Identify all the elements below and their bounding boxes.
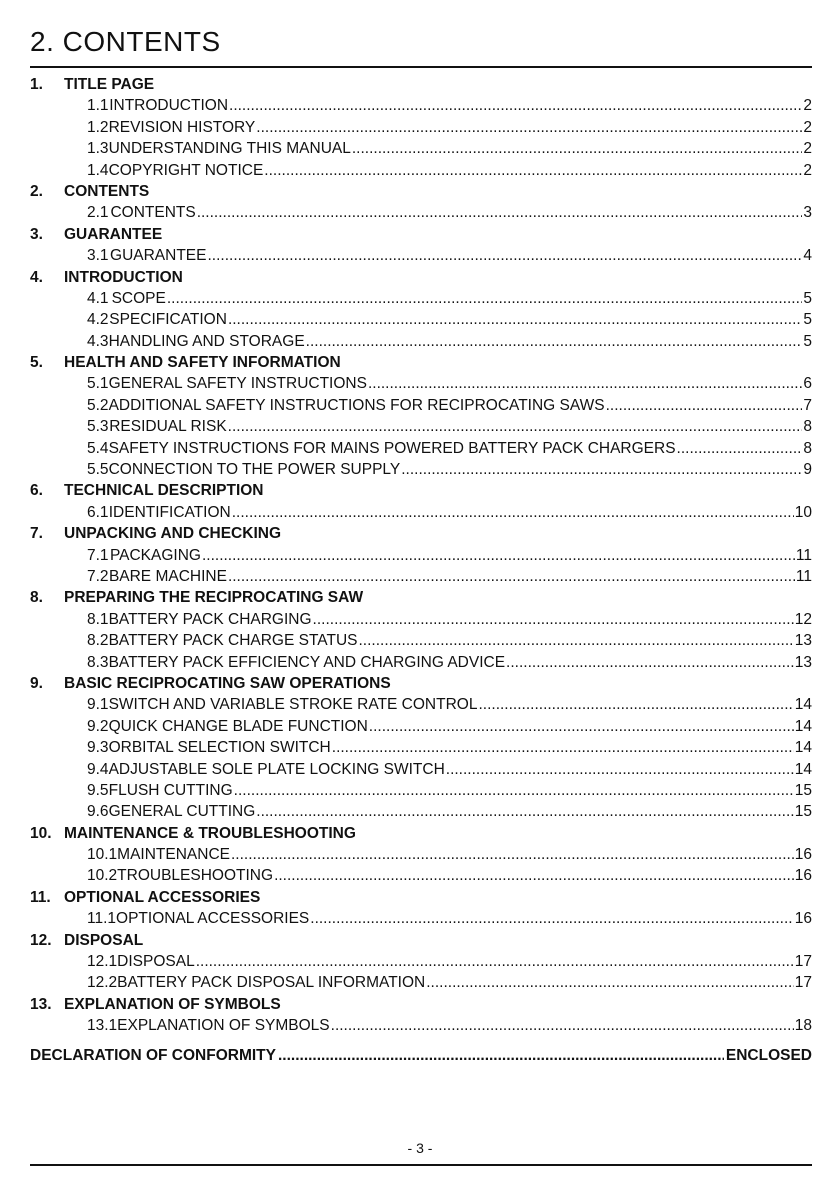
entry-title: PACKAGING (109, 546, 201, 564)
section-number: 10. (30, 824, 52, 842)
entry-page-number: 4 (803, 247, 812, 265)
entry-page-number: 14 (794, 739, 812, 757)
entry-number: 9.4 (87, 760, 109, 778)
section-number: 1. (30, 76, 43, 93)
section-number: 7. (30, 525, 43, 543)
toc-entry[interactable] (30, 652, 812, 673)
entry-page-number: 5 (803, 332, 812, 350)
toc-entry[interactable] (30, 865, 812, 886)
dot-leader (332, 737, 794, 758)
entry-page-number: 16 (794, 867, 812, 885)
entry-page-number: 15 (794, 781, 812, 799)
dot-leader (352, 138, 803, 159)
entry-title: COPYRIGHT NOTICE (108, 161, 264, 179)
entry-number: 12.1 (87, 953, 118, 971)
declaration-page: ENCLOSED (725, 1047, 812, 1064)
entry-title: FLUSH CUTTING (108, 781, 233, 799)
entry-title: QUICK CHANGE BLADE FUNCTION (108, 717, 368, 735)
section-title: UNPACKING AND CHECKING (64, 525, 281, 543)
entry-number: 5.3 (87, 418, 109, 436)
dot-leader (606, 395, 803, 416)
entry-number: 10.1 (87, 846, 118, 864)
dot-leader (202, 545, 795, 566)
toc-entry[interactable] (30, 502, 812, 523)
declaration-label: DECLARATION OF CONFORMITY (30, 1047, 276, 1064)
entry-number: 9.2 (87, 717, 109, 735)
entry-number: 10.2 (87, 867, 118, 885)
entry-number: 5.5 (87, 461, 109, 479)
toc-entry[interactable] (30, 95, 812, 116)
toc-section-heading[interactable] (30, 181, 812, 202)
entry-number: 11.1 (87, 910, 117, 928)
entry-page-number: 13 (794, 653, 812, 671)
entry-title: GENERAL SAFETY INSTRUCTIONS (108, 375, 367, 393)
toc-section-heading[interactable] (30, 74, 812, 95)
toc-entry[interactable] (30, 737, 812, 758)
entry-page-number: 14 (794, 696, 812, 714)
entry-title: SWITCH AND VARIABLE STROKE RATE CONTROL (108, 696, 478, 714)
dot-leader (446, 759, 794, 780)
table-of-contents (30, 74, 812, 1037)
entry-title: BATTERY PACK EFFICIENCY AND CHARGING ADVICE (108, 653, 506, 671)
footer-divider (30, 1164, 812, 1166)
entry-page-number: 16 (794, 846, 812, 864)
entry-number: 5.2 (87, 396, 109, 414)
entry-number: 12.2 (87, 974, 118, 992)
entry-page-number: 14 (794, 760, 812, 778)
entry-title: TROUBLESHOOTING (117, 867, 274, 885)
toc-entry[interactable] (30, 545, 812, 566)
entry-number: 2.1 (87, 204, 109, 222)
entry-title: SCOPE (111, 289, 166, 307)
entry-number: 8.3 (87, 653, 109, 671)
toc-entry[interactable] (30, 373, 812, 394)
dot-leader (426, 972, 794, 993)
entry-number: 9.3 (87, 739, 109, 757)
dot-leader (207, 245, 802, 266)
entry-number: 6.1 (87, 503, 109, 521)
page-number: - 3 - (407, 1140, 433, 1156)
toc-entry[interactable] (30, 1015, 812, 1036)
entry-number: 7.2 (87, 567, 109, 585)
entry-page-number: 10 (794, 503, 812, 521)
entry-page-number: 12 (794, 610, 812, 628)
entry-title: EXPLANATION OF SYMBOLS (117, 1017, 330, 1035)
section-number: 3. (30, 225, 43, 243)
entry-title: GENERAL CUTTING (108, 803, 256, 821)
toc-declaration-entry[interactable] (30, 1047, 812, 1065)
entry-title: INTRODUCTION (109, 97, 229, 115)
toc-entry[interactable] (30, 951, 812, 972)
entry-number: 3.1 (87, 247, 109, 265)
toc-entry[interactable] (30, 716, 812, 737)
entry-number: 9.5 (87, 781, 109, 799)
toc-entry[interactable] (30, 844, 812, 865)
dot-leader (256, 801, 793, 822)
dot-leader (231, 844, 794, 865)
entry-page-number: 11 (795, 546, 812, 564)
entry-number: 4.1 (87, 289, 109, 307)
entry-title: IDENTIFICATION (108, 503, 231, 521)
toc-section-heading[interactable] (30, 587, 812, 608)
dot-leader (228, 416, 803, 437)
toc-entry[interactable] (30, 908, 812, 929)
toc-entry[interactable] (30, 801, 812, 822)
section-title: GUARANTEE (64, 225, 163, 243)
dot-leader (368, 373, 802, 394)
entry-page-number: 13 (794, 632, 812, 650)
toc-section-heading[interactable] (30, 523, 812, 544)
dot-leader (331, 1015, 794, 1036)
entry-number: 1.1 (87, 97, 109, 115)
entry-page-number: 6 (803, 375, 812, 393)
entry-page-number: 11 (795, 567, 812, 585)
dot-leader (677, 438, 803, 459)
section-number: 4. (30, 268, 43, 286)
toc-entry[interactable] (30, 245, 812, 266)
dot-leader (232, 502, 794, 523)
dot-leader (401, 459, 802, 480)
dot-leader (228, 566, 795, 587)
dot-leader (229, 95, 802, 116)
entry-title: RESIDUAL RISK (109, 418, 227, 436)
entry-title: OPTIONAL ACCESSORIES (116, 910, 310, 928)
section-title: HEALTH AND SAFETY INFORMATION (64, 354, 341, 372)
entry-page-number: 15 (794, 803, 812, 821)
toc-entry[interactable] (30, 416, 812, 437)
entry-page-number: 2 (803, 140, 812, 158)
entry-title: MAINTENANCE (117, 846, 230, 864)
entry-page-number: 3 (803, 204, 812, 222)
toc-section-heading[interactable] (30, 267, 812, 288)
dot-leader (478, 694, 793, 715)
dot-leader (228, 309, 802, 330)
entry-title: DISPOSAL (117, 953, 195, 971)
dot-leader (197, 202, 803, 223)
toc-entry[interactable] (30, 566, 812, 587)
toc-entry[interactable] (30, 438, 812, 459)
entry-title: BATTERY PACK DISPOSAL INFORMATION (117, 974, 426, 992)
entry-page-number: 2 (803, 118, 812, 136)
section-number: 5. (30, 354, 43, 372)
section-title: CONTENTS (64, 182, 150, 200)
entry-number: 1.4 (87, 161, 109, 179)
page-title: 2. CONTENTS (30, 26, 221, 57)
entry-page-number: 9 (803, 461, 812, 479)
entry-page-number: 2 (803, 97, 812, 115)
entry-number: 4.3 (87, 332, 109, 350)
toc-entry[interactable] (30, 395, 812, 416)
entry-title: UNDERSTANDING THIS MANUAL (108, 140, 351, 158)
toc-entry[interactable] (30, 309, 812, 330)
section-title: TITLE PAGE (64, 76, 155, 93)
entry-page-number: 2 (803, 161, 812, 179)
entry-number: 1.3 (87, 140, 109, 158)
toc-entry[interactable] (30, 609, 812, 630)
section-title: EXPLANATION OF SYMBOLS (64, 995, 281, 1013)
entry-page-number: 18 (794, 1017, 812, 1035)
entry-title: CONTENTS (110, 204, 196, 222)
toc-section-heading[interactable] (30, 352, 812, 373)
entry-page-number: 16 (794, 910, 812, 928)
section-number: 12. (30, 931, 52, 949)
toc-entry[interactable] (30, 759, 812, 780)
entry-title: REVISION HISTORY (108, 118, 256, 136)
entry-title: SAFETY INSTRUCTIONS FOR MAINS POWERED BATTERY PACK CHARGERS (108, 439, 676, 457)
entry-title: CONNECTION TO THE POWER SUPPLY (108, 461, 401, 479)
toc-section-heading[interactable] (30, 994, 812, 1015)
entry-title: HANDLING AND STORAGE (108, 332, 305, 350)
section-title: TECHNICAL DESCRIPTION (64, 482, 264, 500)
section-title: OPTIONAL ACCESSORIES (64, 888, 261, 906)
toc-section-heading[interactable] (30, 930, 812, 951)
entry-page-number: 8 (803, 439, 812, 457)
entry-number: 5.1 (87, 375, 109, 393)
toc-section-heading[interactable] (30, 887, 812, 908)
entry-page-number: 8 (803, 418, 812, 436)
entry-number: 7.1 (87, 546, 109, 564)
toc-entry[interactable] (30, 331, 812, 352)
dot-leader (506, 652, 794, 673)
toc-entry[interactable] (30, 780, 812, 801)
toc-section-heading[interactable] (30, 224, 812, 245)
entry-number: 8.1 (87, 610, 109, 628)
toc-entry[interactable] (30, 694, 812, 715)
entry-number: 5.4 (87, 439, 109, 457)
entry-page-number: 5 (803, 289, 812, 307)
dot-leader (256, 117, 802, 138)
toc-entry[interactable] (30, 160, 812, 181)
entry-title: BATTERY PACK CHARGING (108, 610, 312, 628)
entry-page-number: 7 (803, 396, 812, 414)
section-number: 2. (30, 182, 43, 200)
dot-leader (358, 630, 793, 651)
entry-title: ADJUSTABLE SOLE PLATE LOCKING SWITCH (108, 760, 445, 778)
section-number: 9. (30, 674, 43, 692)
section-title: PREPARING THE RECIPROCATING SAW (64, 589, 364, 607)
entry-title: GUARANTEE (110, 247, 207, 265)
dot-leader (264, 160, 802, 181)
entry-title: SPECIFICATION (109, 311, 227, 329)
toc-section-heading[interactable] (30, 673, 812, 694)
section-number: 11. (30, 888, 51, 906)
entry-page-number: 5 (803, 311, 812, 329)
dot-leader (196, 951, 794, 972)
section-number: 13. (30, 995, 52, 1013)
dot-leader (306, 331, 803, 352)
section-title: BASIC RECIPROCATING SAW OPERATIONS (64, 674, 391, 692)
dot-leader (167, 288, 803, 309)
toc-entry[interactable] (30, 117, 812, 138)
toc-entry[interactable] (30, 202, 812, 223)
section-title: INTRODUCTION (64, 268, 183, 286)
dot-leader (234, 780, 794, 801)
toc-section-heading[interactable] (30, 480, 812, 501)
entry-page-number: 14 (794, 717, 812, 735)
toc-section-heading[interactable] (30, 823, 812, 844)
dot-leader (274, 865, 794, 886)
entry-number: 1.2 (87, 118, 109, 136)
entry-title: BARE MACHINE (108, 567, 227, 585)
entry-page-number: 17 (794, 953, 812, 971)
toc-entry[interactable] (30, 630, 812, 651)
toc-entry[interactable] (30, 138, 812, 159)
section-number: 8. (30, 589, 43, 607)
entry-number: 9.6 (87, 803, 109, 821)
entry-number: 13.1 (87, 1017, 118, 1035)
dot-leader (310, 908, 793, 929)
entry-number: 8.2 (87, 632, 109, 650)
entry-page-number: 17 (794, 974, 812, 992)
entry-title: ADDITIONAL SAFETY INSTRUCTIONS FOR RECIPROCATING SAWS (108, 396, 605, 414)
title-divider (30, 66, 812, 68)
entry-number: 9.1 (87, 696, 109, 714)
section-title: DISPOSAL (64, 931, 144, 949)
entry-title: ORBITAL SELECTION SWITCH (108, 739, 331, 757)
toc-entry[interactable] (30, 459, 812, 480)
dot-leader (369, 716, 794, 737)
entry-number: 4.2 (87, 311, 109, 329)
dot-leader (278, 1047, 724, 1065)
section-title: MAINTENANCE & TROUBLESHOOTING (64, 824, 356, 842)
toc-entry[interactable] (30, 288, 812, 309)
entry-title: BATTERY PACK CHARGE STATUS (108, 632, 358, 650)
section-number: 6. (30, 482, 43, 500)
toc-entry[interactable] (30, 972, 812, 993)
dot-leader (313, 609, 794, 630)
